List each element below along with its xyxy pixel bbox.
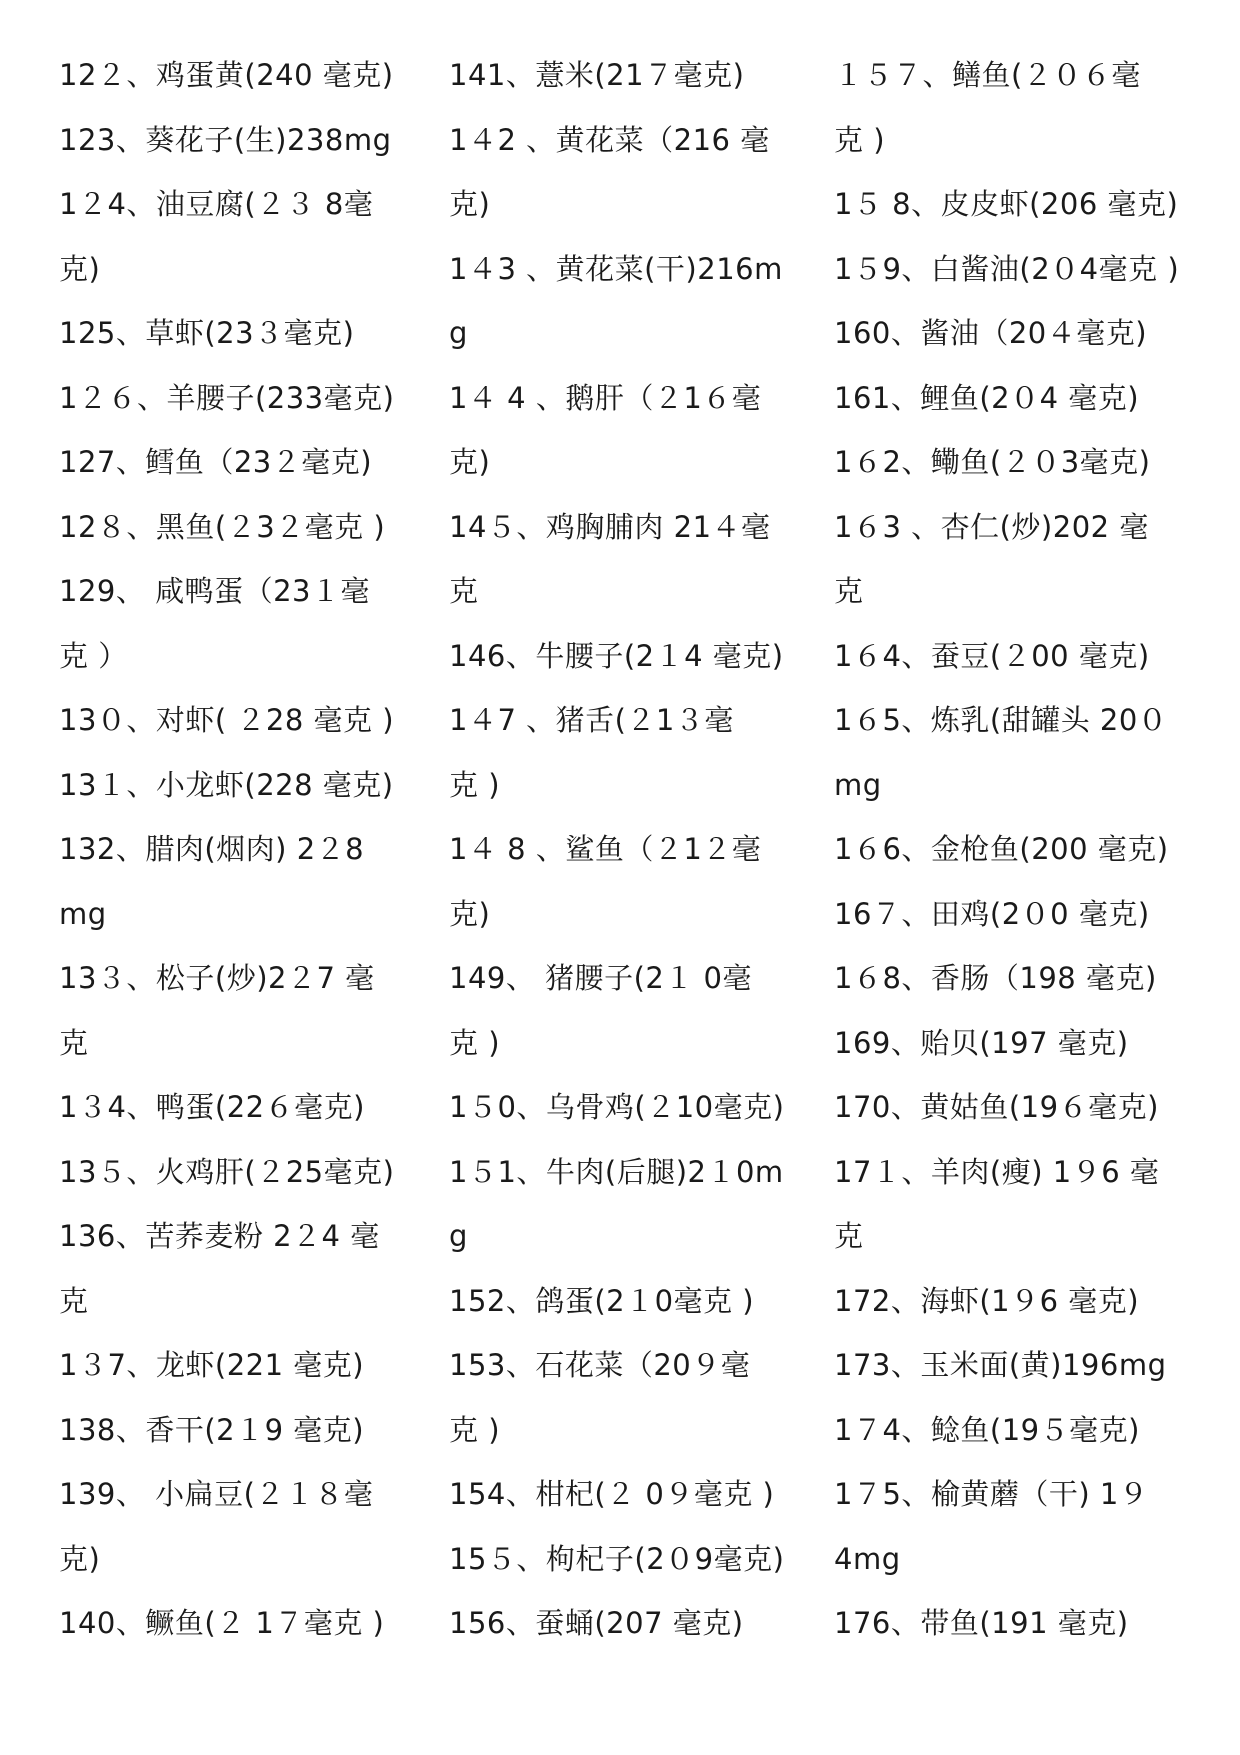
text-line: 克 ) (449, 767, 501, 802)
text-line: 127、鳕鱼（23２毫克) (59, 445, 373, 479)
text-line: 12８、黑鱼(２3２毫克 ) (59, 509, 386, 544)
text-line: 1５0、乌骨鸡(２10毫克) (449, 1090, 785, 1124)
text-line: g (449, 1219, 468, 1253)
text-line: 13３、松子(炒)2２7 毫 (59, 961, 375, 995)
text-line: 1４3 、黄花菜(干)216m (449, 251, 783, 286)
text-line: 克 (834, 574, 864, 608)
column-3 (834, 53, 1194, 1666)
text-line: 132、腊肉(烟肉) 2２8 (59, 832, 365, 866)
text-line: 125、草虾(23３毫克) (59, 316, 355, 350)
text-line: 160、酱油（20４毫克) (834, 316, 1148, 350)
text-line: 1３7、龙虾(221 毫克) (59, 1348, 365, 1382)
text-line: 克) (449, 896, 491, 931)
text-line: 克 ） (59, 638, 128, 673)
text-line: 170、黄姑鱼(19６毫克) (834, 1090, 1159, 1124)
text-line: 克 (834, 1219, 864, 1253)
text-line: 1４2 、黄花菜（216 毫 (449, 122, 770, 157)
text-line: 克 ) (834, 122, 886, 157)
text-line: mg (59, 896, 107, 931)
text-line: 152、鸽蛋(2１0毫克 ) (449, 1283, 755, 1318)
text-line: 153、石花菜（20９毫 (449, 1348, 751, 1382)
text-line: 161、鲤鱼(2０4 毫克) (834, 380, 1140, 415)
text-line: mg (834, 767, 882, 802)
text-line: 154、柑杞(２ 0９毫克 ) (449, 1477, 775, 1511)
text-line: 156、蚕蛹(207 毫克) (449, 1606, 744, 1640)
text-line: 138、香干(2１9 毫克) (59, 1412, 365, 1447)
text-line: 1６5、炼乳(甜罐头 20０ (834, 703, 1168, 737)
text-line: 1５ 8、皮皮虾(206 毫克) (834, 187, 1179, 221)
text-line: 1２６、羊腰子(233毫克) (59, 380, 395, 415)
text-line: 1７5、榆黄蘑（干) 1９ (834, 1477, 1149, 1511)
text-line: 169、贻贝(197 毫克) (834, 1025, 1129, 1060)
text-line: 17１、羊肉(瘦) 1９6 毫 (834, 1154, 1160, 1189)
text-line: 141、薏米(21７毫克) (449, 58, 745, 92)
text-line: 克 ) (449, 1412, 501, 1447)
text-line: 1７4、鲶鱼(19５毫克) (834, 1412, 1140, 1447)
text-line: 14５、鸡胸脯肉 21４毫 (449, 509, 771, 544)
text-line: 1４ 4 、鹅肝（２1６毫 (449, 380, 762, 415)
text-line: 1２4、油豆腐(２３ 8毫 (59, 187, 374, 221)
text-line: 1３4、鸭蛋(22６毫克) (59, 1090, 365, 1124)
text-line: １５７、鳝鱼(２０６毫 (834, 58, 1141, 92)
text-line: 1６3 、杏仁(炒)202 毫 (834, 509, 1149, 544)
text-line: 149、 猪腰子(2１ 0毫 (449, 961, 753, 995)
text-line: 172、海虾(1９6 毫克) (834, 1283, 1140, 1318)
text-line: 4mg (834, 1541, 901, 1576)
text-line: 13１、小龙虾(228 毫克) (59, 767, 394, 802)
text-line: 15５、枸杞子(2０9毫克) (449, 1541, 785, 1576)
text-line: 克) (59, 1541, 101, 1576)
text-line: 克) (449, 445, 491, 479)
text-line: 1４ 8 、鲨鱼（２1２毫 (449, 832, 762, 866)
text-line: 1５9、白酱油(2０4毫克 ) (834, 251, 1180, 286)
text-line: 140、鳜鱼(２ 1７毫克 ) (59, 1606, 385, 1640)
text-line: 13０、对虾( ２28 毫克 ) (59, 703, 395, 737)
text-line: 1６2、鳓鱼(２０3毫克) (834, 445, 1151, 479)
text-line: 克 (59, 1283, 89, 1318)
text-line: 1６4、蚕豆(２00 毫克) (834, 638, 1150, 673)
text-line: 136、苦荞麦粉 2２4 毫 (59, 1219, 380, 1253)
text-line: 克 ) (449, 1025, 501, 1060)
text-line: 139、 小扁豆(２１８毫 (59, 1477, 374, 1511)
text-line: 176、带鱼(191 毫克) (834, 1606, 1129, 1640)
text-line: 146、牛腰子(2１4 毫克) (449, 638, 784, 673)
text-line: 1６6、金枪鱼(200 毫克) (834, 832, 1169, 866)
text-line: g (449, 316, 468, 350)
text-line: 13５、火鸡肝(２25毫克) (59, 1154, 395, 1189)
text-line: 1４7 、猪舌(２1３毫 (449, 703, 734, 737)
text-line: 克 (59, 1025, 89, 1060)
text-line: 16７、田鸡(2０0 毫克) (834, 896, 1150, 931)
text-line: 克) (59, 251, 101, 286)
text-line: 克 (449, 574, 479, 608)
column-1 (59, 53, 419, 1666)
text-line: 1６8、香肠（198 毫克) (834, 961, 1157, 995)
text-line: 1５1、牛肉(后腿)2１0m (449, 1154, 784, 1189)
text-line: 129、 咸鸭蛋（23１毫 (59, 574, 370, 608)
text-line: 克) (449, 187, 491, 221)
column-2 (449, 53, 809, 1666)
text-line: 173、玉米面(黄)196mg (834, 1348, 1167, 1382)
text-line: 123、葵花子(生)238mg (59, 122, 392, 157)
text-line: 12２、鸡蛋黄(240 毫克) (59, 58, 394, 92)
